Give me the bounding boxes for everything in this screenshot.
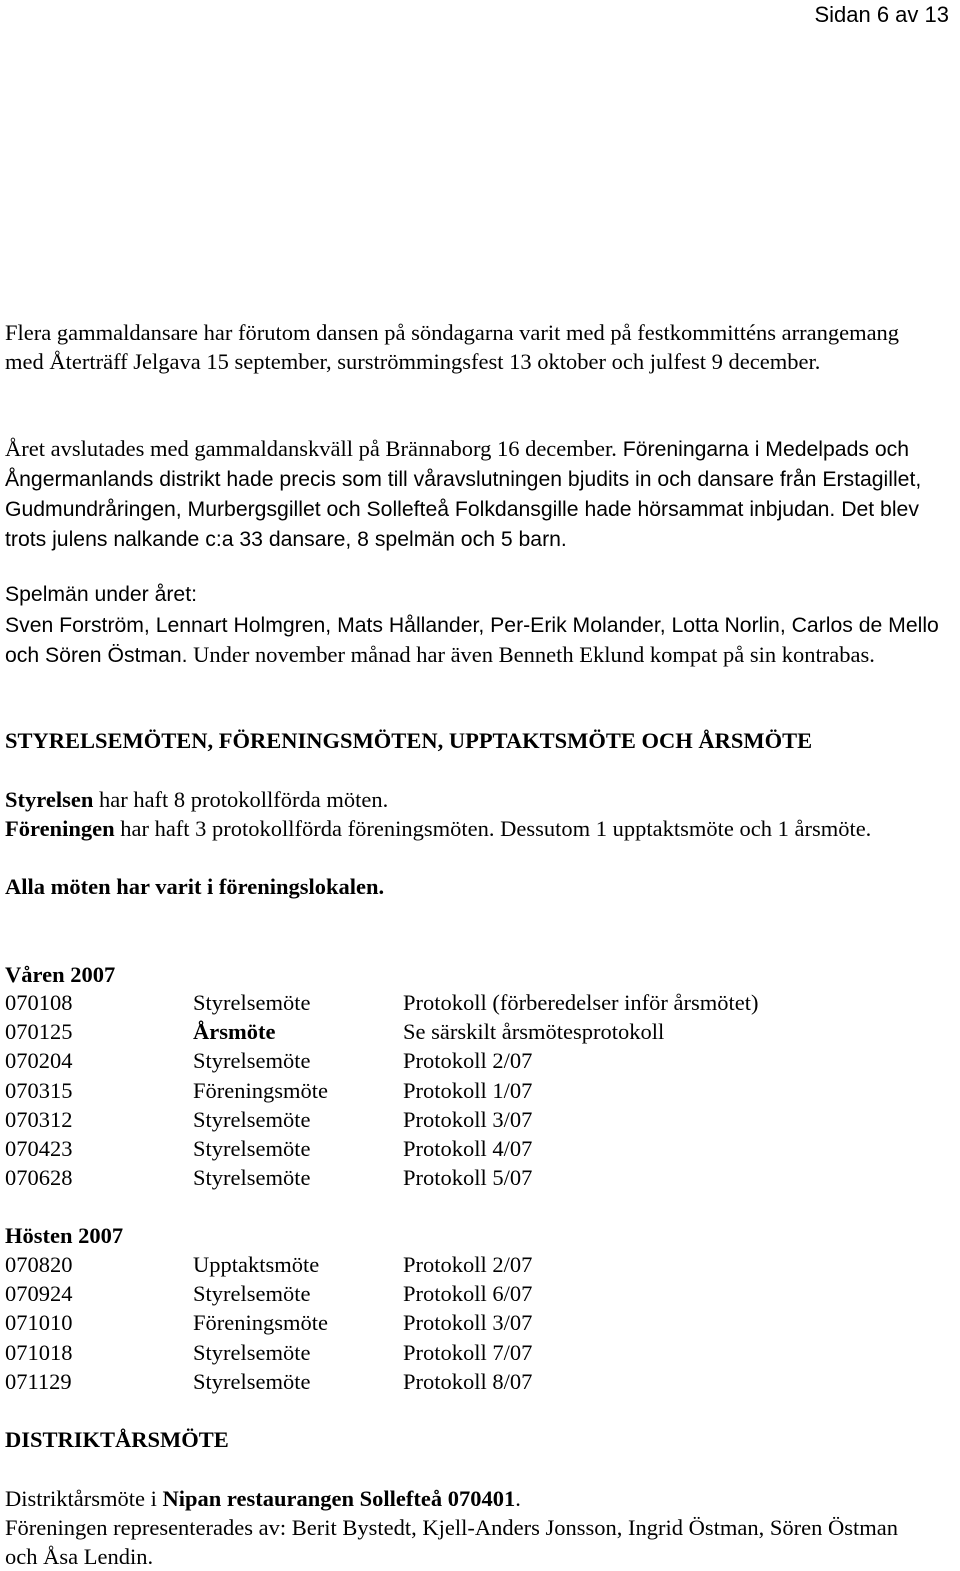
meeting-date: 070312 [5, 1106, 73, 1132]
meeting-note: Protokoll 1/07 [403, 1077, 533, 1103]
district-line-2: Föreningen representerades av: Berit Bystedt, Kjell-Anders Jonsson, Ingrid Östman, Sören Östman och Åsa Lendin. [5, 1515, 898, 1569]
meeting-date: 070315 [5, 1077, 73, 1103]
meeting-date: 070423 [5, 1135, 73, 1161]
meetings-line-2-rest: har haft 3 protokollförda föreningsmöten. Dessutom 1 upptaktsmöte och 1 årsmöte. [114, 816, 872, 841]
district-heading [5, 1425, 229, 1454]
table-row [5, 1163, 945, 1192]
meeting-date: 071010 [5, 1310, 73, 1336]
table-row [5, 1134, 945, 1163]
meetings-line-1-rest: har haft 8 protokollförda möten. [93, 787, 389, 812]
meeting-type: Styrelsemöte [193, 1368, 311, 1394]
table-row [5, 988, 945, 1017]
meeting-date: 071129 [5, 1368, 72, 1394]
district-line-1-pre: Distriktårsmöte i [5, 1486, 163, 1511]
meeting-note: Protokoll 6/07 [403, 1281, 533, 1307]
table-row [5, 1017, 945, 1046]
meeting-type: Upptaktsmöte [193, 1252, 320, 1277]
meeting-type: Styrelsemöte [193, 990, 311, 1015]
meeting-note: Protokoll 5/07 [403, 1165, 533, 1191]
meeting-note: Protokoll 7/07 [403, 1339, 533, 1365]
table-row [5, 1279, 945, 1308]
spelman-names: Sven Forström, Lennart Holmgren, Mats Hållander, Per-Erik Molander, Lotta Norlin, Carlos de Mello och Sören Östman. [5, 614, 939, 667]
meetings-line-1 [5, 785, 935, 814]
meeting-date: 070820 [5, 1252, 73, 1277]
meetings-heading [5, 726, 812, 755]
district-venue: Nipan restaurangen Sollefteå 070401 [162, 1486, 516, 1511]
meeting-date: 070628 [5, 1165, 73, 1191]
meeting-note: Protokoll (förberedelser inför årsmötet) [403, 990, 759, 1015]
meeting-type: Styrelsemöte [193, 1135, 311, 1161]
meeting-note: Protokoll 2/07 [403, 1252, 533, 1277]
spelman-paragraph [5, 610, 950, 670]
spring-heading [5, 960, 115, 989]
meeting-date: 070125 [5, 1019, 73, 1045]
meeting-date: 070108 [5, 990, 73, 1015]
intro-paragraph-2 [5, 434, 945, 554]
meeting-type: Föreningsmöte [193, 1077, 328, 1103]
meeting-note: Protokoll 3/07 [403, 1310, 533, 1336]
autumn-meetings-table [5, 1250, 945, 1396]
meeting-note: Protokoll 3/07 [403, 1106, 533, 1132]
table-row [5, 1250, 945, 1279]
autumn-heading-text: Hösten 2007 [5, 1223, 124, 1248]
table-row [5, 1338, 945, 1367]
spring-heading-text: Våren 2007 [5, 962, 116, 987]
meeting-note: Protokoll 8/07 [403, 1368, 533, 1394]
meeting-date: 071018 [5, 1339, 73, 1365]
meetings-line-2-bold: Föreningen [5, 816, 115, 841]
table-row [5, 1367, 945, 1396]
page-number: Sidan 6 av 13 [814, 2, 949, 27]
meeting-type: Föreningsmöte [193, 1310, 328, 1336]
meeting-note: Protokoll 2/07 [403, 1048, 533, 1074]
table-row [5, 1105, 945, 1134]
district-heading-text: DISTRIKTÅRSMÖTE [5, 1427, 229, 1452]
spring-meetings-table [5, 988, 945, 1192]
meeting-note: Se särskilt årsmötesprotokoll [403, 1019, 665, 1045]
meeting-type: Styrelsemöte [193, 1281, 311, 1307]
intro-paragraph-1: Flera gammaldansare har förutom dansen på söndagarna varit med på festkommitténs arrangemang med Återträff Jelgava 15 september, surströmmingsfest 13 oktober och julfest 9 december. [5, 320, 900, 374]
meeting-date: 070924 [5, 1281, 73, 1307]
meetings-line-1-bold: Styrelsen [5, 787, 94, 812]
district-line-1-post: . [515, 1486, 521, 1511]
meeting-type: Årsmöte [193, 1019, 276, 1045]
meeting-type: Styrelsemöte [193, 1048, 311, 1074]
meetings-heading-text: STYRELSEMÖTEN, FÖRENINGSMÖTEN, UPPTAKTSMÖTE OCH ÅRSMÖTE [5, 728, 813, 753]
meeting-type: Styrelsemöte [193, 1106, 311, 1132]
meetings-line-3 [5, 872, 384, 901]
autumn-heading [5, 1221, 123, 1250]
meetings-line-3-bold: Alla möten har varit i föreningslokalen. [5, 874, 385, 899]
meeting-note: Protokoll 4/07 [403, 1135, 533, 1161]
table-row [5, 1076, 945, 1105]
intro-paragraph-2-sans: Föreningarna i Medelpads och Ångermanlands distrikt hade precis som till våravslutningen bjudits in och dansare från Erstagillet, Gudmundråringen, Murbergsgillet och Sollefteå Folkdansgille hade hörsammat inbjudan. Det blev trots julens nalkande c:a 33 dansare, 8 spelmän och 5 barn. [5, 438, 922, 551]
meeting-date: 070204 [5, 1048, 73, 1074]
meeting-type: Styrelsemöte [193, 1339, 311, 1365]
meeting-type: Styrelsemöte [193, 1165, 311, 1191]
meetings-line-2 [5, 814, 905, 843]
intro-paragraph-2-serif: Året avslutades med gammaldanskväll på Brännaborg 16 december. [5, 436, 617, 461]
district-line-1 [5, 1484, 521, 1513]
table-row [5, 1046, 945, 1075]
table-row [5, 1308, 945, 1337]
spelman-heading: Spelmän under året: [5, 583, 197, 606]
spelman-note: Under november månad har även Benneth Eklund kompat på sin kontrabas. [187, 642, 875, 667]
